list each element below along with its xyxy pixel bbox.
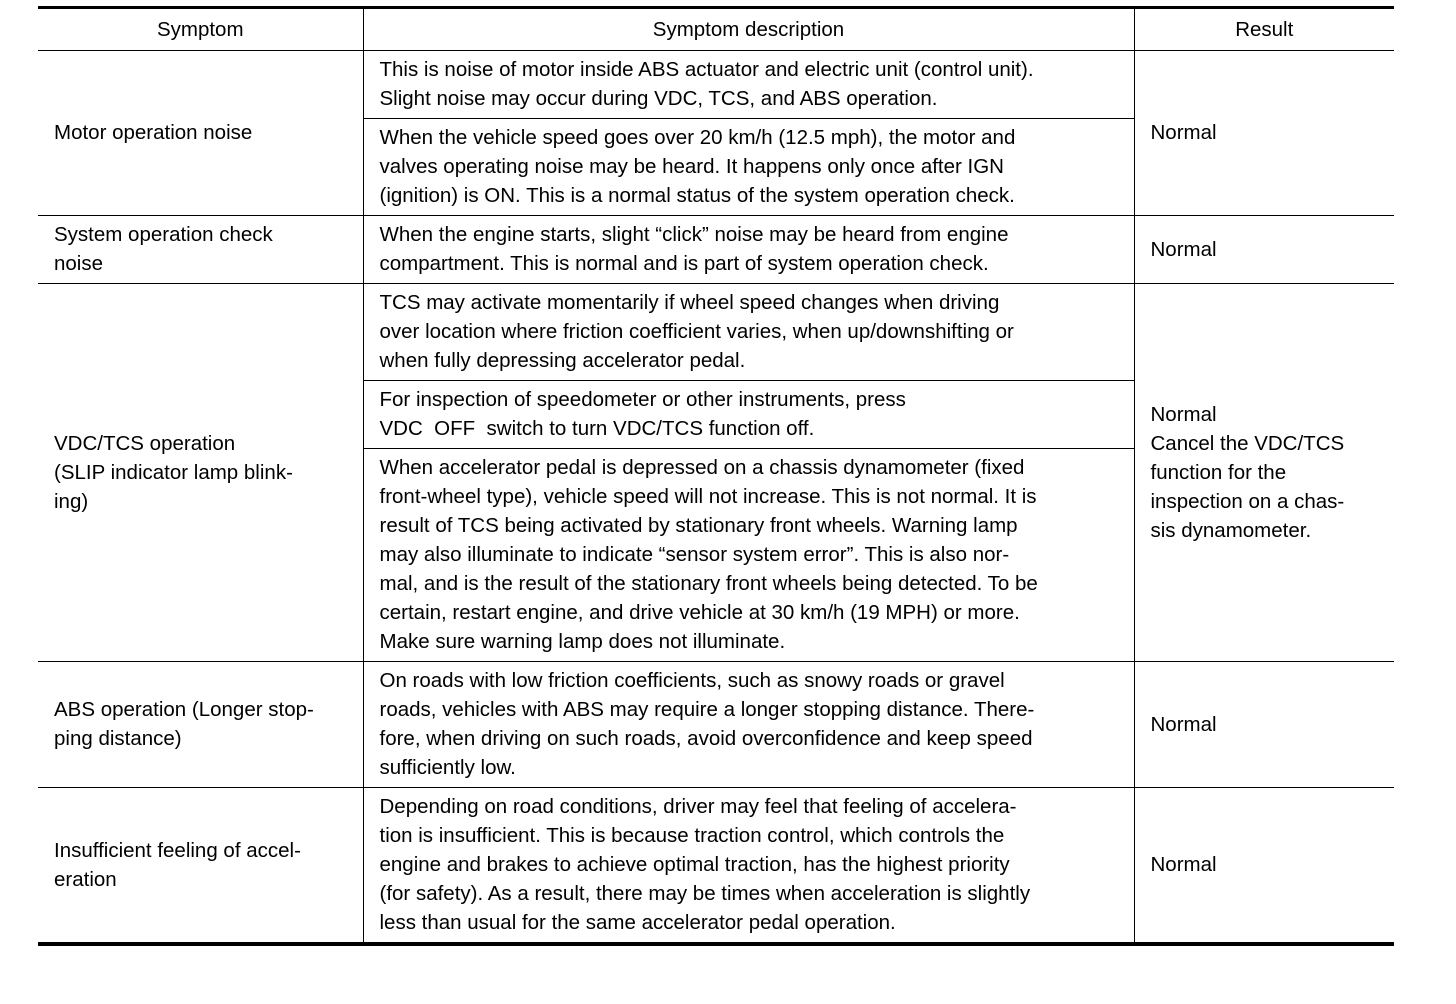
description-text: When accelerator pedal is depressed on a chassis dynamometer (fixed: [379, 456, 1025, 479]
description-text: mal, and is the result of the stationary front wheels being detected. To be: [379, 572, 1038, 595]
header-result: Result: [1134, 8, 1394, 51]
symptom-cell: [38, 788, 363, 945]
symptom-text: ping distance): [54, 727, 182, 750]
result-text: Normal: [1150, 237, 1217, 261]
symptom-table: [38, 6, 1394, 946]
description-text: tion is insufficient. This is because traction control, which controls the: [379, 824, 1005, 847]
description-text: VDC OFF switch to turn VDC/TCS function off.: [379, 417, 815, 440]
description-text: When the engine starts, slight “click” noise may be heard from engine: [379, 223, 1009, 246]
result-cell: [1134, 51, 1394, 216]
description-text: For inspection of speedometer or other instruments, press: [379, 388, 906, 411]
description-text: compartment. This is normal and is part of system operation check.: [379, 252, 989, 275]
header-symptom: Symptom: [38, 8, 363, 51]
result-text: inspection on a chas-: [1150, 489, 1345, 513]
table-row: [38, 216, 1394, 284]
description-text: (ignition) is ON. This is a normal status of the system operation check.: [379, 184, 1015, 207]
description-cell: [363, 788, 1134, 945]
description-cell: [363, 284, 1134, 381]
table-body: [38, 51, 1394, 945]
result-cell: [1134, 662, 1394, 788]
description-text: (for safety). As a result, there may be times when acceleration is slightly: [379, 882, 1031, 905]
header-row: [38, 8, 1394, 51]
description-cell: [363, 449, 1134, 662]
symptom-cell: [38, 216, 363, 284]
result-text: Normal: [1150, 121, 1217, 144]
table-row: [38, 662, 1394, 788]
description-text: may also illuminate to indicate “sensor system error”. This is also nor-: [379, 543, 1010, 566]
symptom-text: ing): [54, 489, 89, 513]
description-text: engine and brakes to achieve optimal traction, has the highest priority: [379, 853, 1010, 876]
description-text: front-wheel type), vehicle speed will not increase. This is not normal. It is: [379, 485, 1037, 508]
result-text: Normal: [1150, 712, 1217, 736]
description-text: result of TCS being activated by stationary front wheels. Warning lamp: [379, 514, 1018, 537]
description-text: When the vehicle speed goes over 20 km/h (12.5 mph), the motor and: [379, 126, 1016, 149]
result-cell: [1134, 216, 1394, 284]
description-cell: [363, 662, 1134, 788]
symptom-cell: [38, 51, 363, 216]
description-text: less than usual for the same accelerator pedal operation.: [379, 911, 896, 934]
symptom-text: VDC/TCS operation: [54, 431, 236, 455]
description-cell: [363, 51, 1134, 119]
description-text: roads, vehicles with ABS may require a longer stopping distance. There-: [379, 698, 1035, 721]
symptom-text: noise: [54, 252, 104, 275]
symptom-text: (SLIP indicator lamp blink-: [54, 460, 293, 484]
symptom-text: Motor operation noise: [54, 121, 253, 144]
description-text: valves operating noise may be heard. It happens only once after IGN: [379, 155, 1004, 178]
symptom-text: ABS operation (Longer stop-: [54, 698, 314, 721]
description-text: Slight noise may occur during VDC, TCS, and ABS operation.: [379, 87, 938, 110]
description-text: certain, restart engine, and drive vehicle at 30 km/h (19 MPH) or more.: [379, 601, 1020, 624]
table-row: [38, 788, 1394, 945]
symptom-cell: [38, 662, 363, 788]
description-cell: [363, 119, 1134, 216]
symptom-text: eration: [54, 867, 117, 891]
table-row: [38, 51, 1394, 119]
description-text: Make sure warning lamp does not illuminate.: [379, 630, 786, 653]
description-text: This is noise of motor inside ABS actuator and electric unit (control unit).: [379, 58, 1034, 81]
description-cell: [363, 381, 1134, 449]
result-text: Normal: [1150, 853, 1217, 876]
description-text: fore, when driving on such roads, avoid overconfidence and keep speed: [379, 727, 1033, 750]
table-row: [38, 284, 1394, 381]
description-text: On roads with low friction coefficients, such as snowy roads or gravel: [379, 669, 1005, 692]
result-text: Normal: [1150, 402, 1217, 426]
symptom-cell: [38, 284, 363, 662]
header-description: Symptom description: [363, 8, 1134, 51]
result-text: Cancel the VDC/TCS: [1150, 431, 1345, 455]
description-text: Depending on road conditions, driver may feel that feeling of accelera-: [379, 795, 1017, 818]
symptom-text: System operation check: [54, 223, 273, 246]
table-header: [38, 8, 1394, 51]
symptom-text: Insufficient feeling of accel-: [54, 838, 301, 862]
result-text: sis dynamometer.: [1150, 518, 1312, 542]
result-cell: [1134, 284, 1394, 662]
description-cell: [363, 216, 1134, 284]
description-text: over location where friction coefficient varies, when up/downshifting or: [379, 320, 1014, 343]
description-text: when fully depressing accelerator pedal.: [379, 349, 746, 372]
description-text: TCS may activate momentarily if wheel speed changes when driving: [379, 291, 1000, 314]
description-text: sufficiently low.: [379, 756, 516, 779]
result-cell: [1134, 788, 1394, 945]
result-text: function for the: [1150, 460, 1287, 484]
